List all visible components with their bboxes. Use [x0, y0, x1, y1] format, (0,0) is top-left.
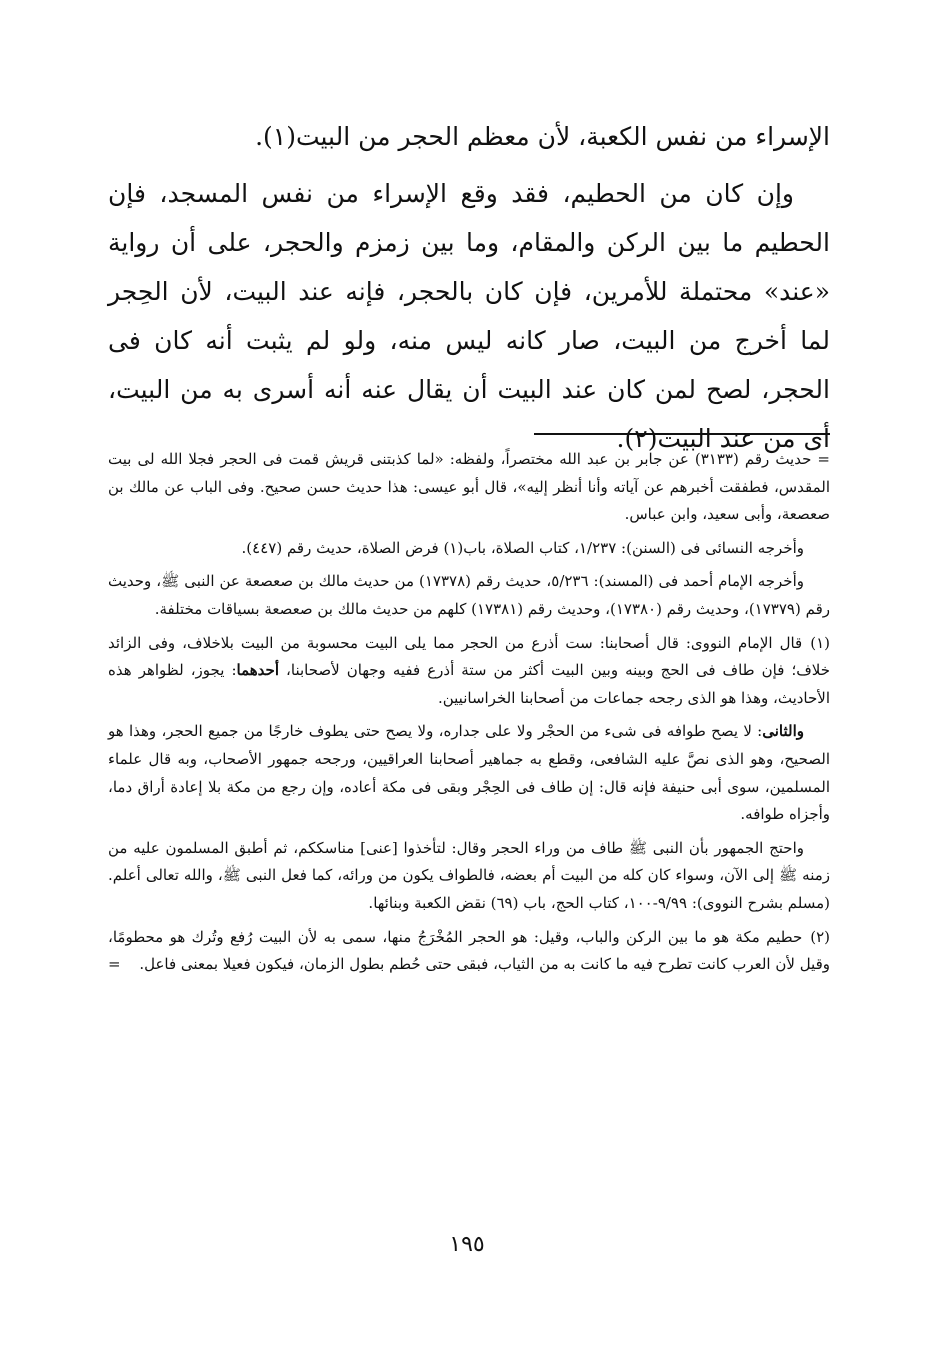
footnote-1-second-label: والثانى — [762, 722, 804, 741]
main-paragraph-1: الإسراء من نفس الكعبة، لأن معظم الحجر من البيت(١). — [255, 122, 830, 151]
footnote-1-marker: (١) — [810, 633, 831, 652]
footnote-1-first-text: : يجوز، لظواهر هذه الأحاديث، وهذا هو الذى رجحه جماعات من أصحابنا الخراسانيين. — [108, 661, 830, 707]
footnote-1-first-label: أحدهما — [236, 661, 279, 680]
footnote-1-third: واحتج الجمهور بأن النبى ﷺ طاف من وراء الحجر وقال: لتأخذوا [عنى] مناسككم، ثم أطبق المسلمون عليه من زمنه ﷺ إلى الآن، وسواء كان كله من البيت أم بعضه، فالطواف يكون من ورائه، كما فعل النبى ﷺ، والله تعالى أعلم. (مسلم بشرح النووى): ٩/٩٩-١٠٠، كتاب الحج، باب (٦٩) نقض الكعبة وبنائها. — [108, 838, 830, 912]
main-paragraph-2: وإن كان من الحطيم، فقد وقع الإسراء من نفس المسجد، فإن الحطيم ما بين الركن والمقام، وما بين زمزم والحجر، على أن رواية «عند» محتملة للأمرين، فإن كان بالحجر، فإنه عند البيت، لأن الحِجر لما أخرج من البيت، صار كانه ليس منه، ولو لم يثبت أنه كان فى الحجر، لصح لمن كان عند البيت أن يقال عنه أنه أسرى به من البيت، أى من عند البيت(٢). — [108, 179, 830, 453]
footnote-2-text: حطيم مكة هو ما بين الركن والباب، وقيل: هو الحجر المُخْرَجُ منها، سمى به لأن البيت رُفع وتُرك هو محطومًا، وقيل لأن العرب كانت تطرح فيه ما كانت به من الثياب، فبقى حتى حُطم بطول الزمان، فيكون فعيلا بمعنى فاعل. — [108, 927, 830, 974]
footnote-2-marker: (٢) — [810, 927, 831, 946]
footnote-continuation-2: وأخرجه النسائى فى (السنن): ١/٢٣٧، كتاب الصلاة، باب(١) فرض الصلاة، حديث رقم (٤٤٧). — [241, 538, 804, 557]
footnote-1-text: قال الإمام النووى: قال أصحابنا: ست أذرع من الحجر مما يلى البيت محسوبة من البيت بلاخلاف، وفى الزائد خلاف؛ فإن طاف فى الحج وبينه وبين البيت أكثر من ستة أذرع ففيه وجهان لأصحابنا، — [108, 633, 830, 680]
footnote-divider — [534, 433, 830, 435]
footnote-2-continuation-mark: = — [108, 955, 121, 974]
footnote-1-second — [108, 718, 830, 828]
footnote-2 — [108, 924, 830, 979]
footnote-continuation-3: وأخرجه الإمام أحمد فى (المسند): ٥/٢٣٦، حديث رقم (١٧٣٧٨) من حديث مالك بن صعصعة عن النبى ﷺ، وحديث رقم (١٧٣٧٩)، وحديث رقم (١٧٣٨٠)، وحديث رقم (١٧٣٨١) كلهم من حديث مالك بن صعصعة بسياقات مختلفة. — [108, 572, 830, 618]
main-text — [108, 112, 830, 463]
footnote-continuation-1: = حديث رقم (٣١٣٣) عن جابر بن عبد الله مختصراً، ولفظه: «لما كذبتنى قريش قمت فى الحجر فجلا الله لى بيت المقدس، فطفقت أخبرهم عن آياته وأنا أنظر إليه»، قال أبو عيسى: هذا حديث حسن صحيح. وفى الباب عن مالك بن صعصعة، وأبى سعيد، وابن عباس. — [108, 450, 830, 524]
footnotes — [108, 446, 830, 985]
page-number: ١٩٥ — [449, 1232, 485, 1257]
footnote-1 — [108, 630, 830, 713]
footnote-1-second-text: : لا يصح طوافه فى شىء من الحجْر ولا على جداره، ولا يصح حتى يطوف خارجًا من جميع الحجر، وهذا هو الصحيح، وهو الذى نصَّ عليه الشافعى، وقطع به جماهير أصحابنا العراقيين، ورجحه جمهور الأصحاب، وبه قال علماء المسلمين، سوى أبى حنيفة فإنه قال: إن طاف فى الحِجْر وبقى فى مكة أعاده، وإن رجع من مكة بلا إعادة أراق دما، وأجزاه طوافه. — [108, 722, 830, 824]
